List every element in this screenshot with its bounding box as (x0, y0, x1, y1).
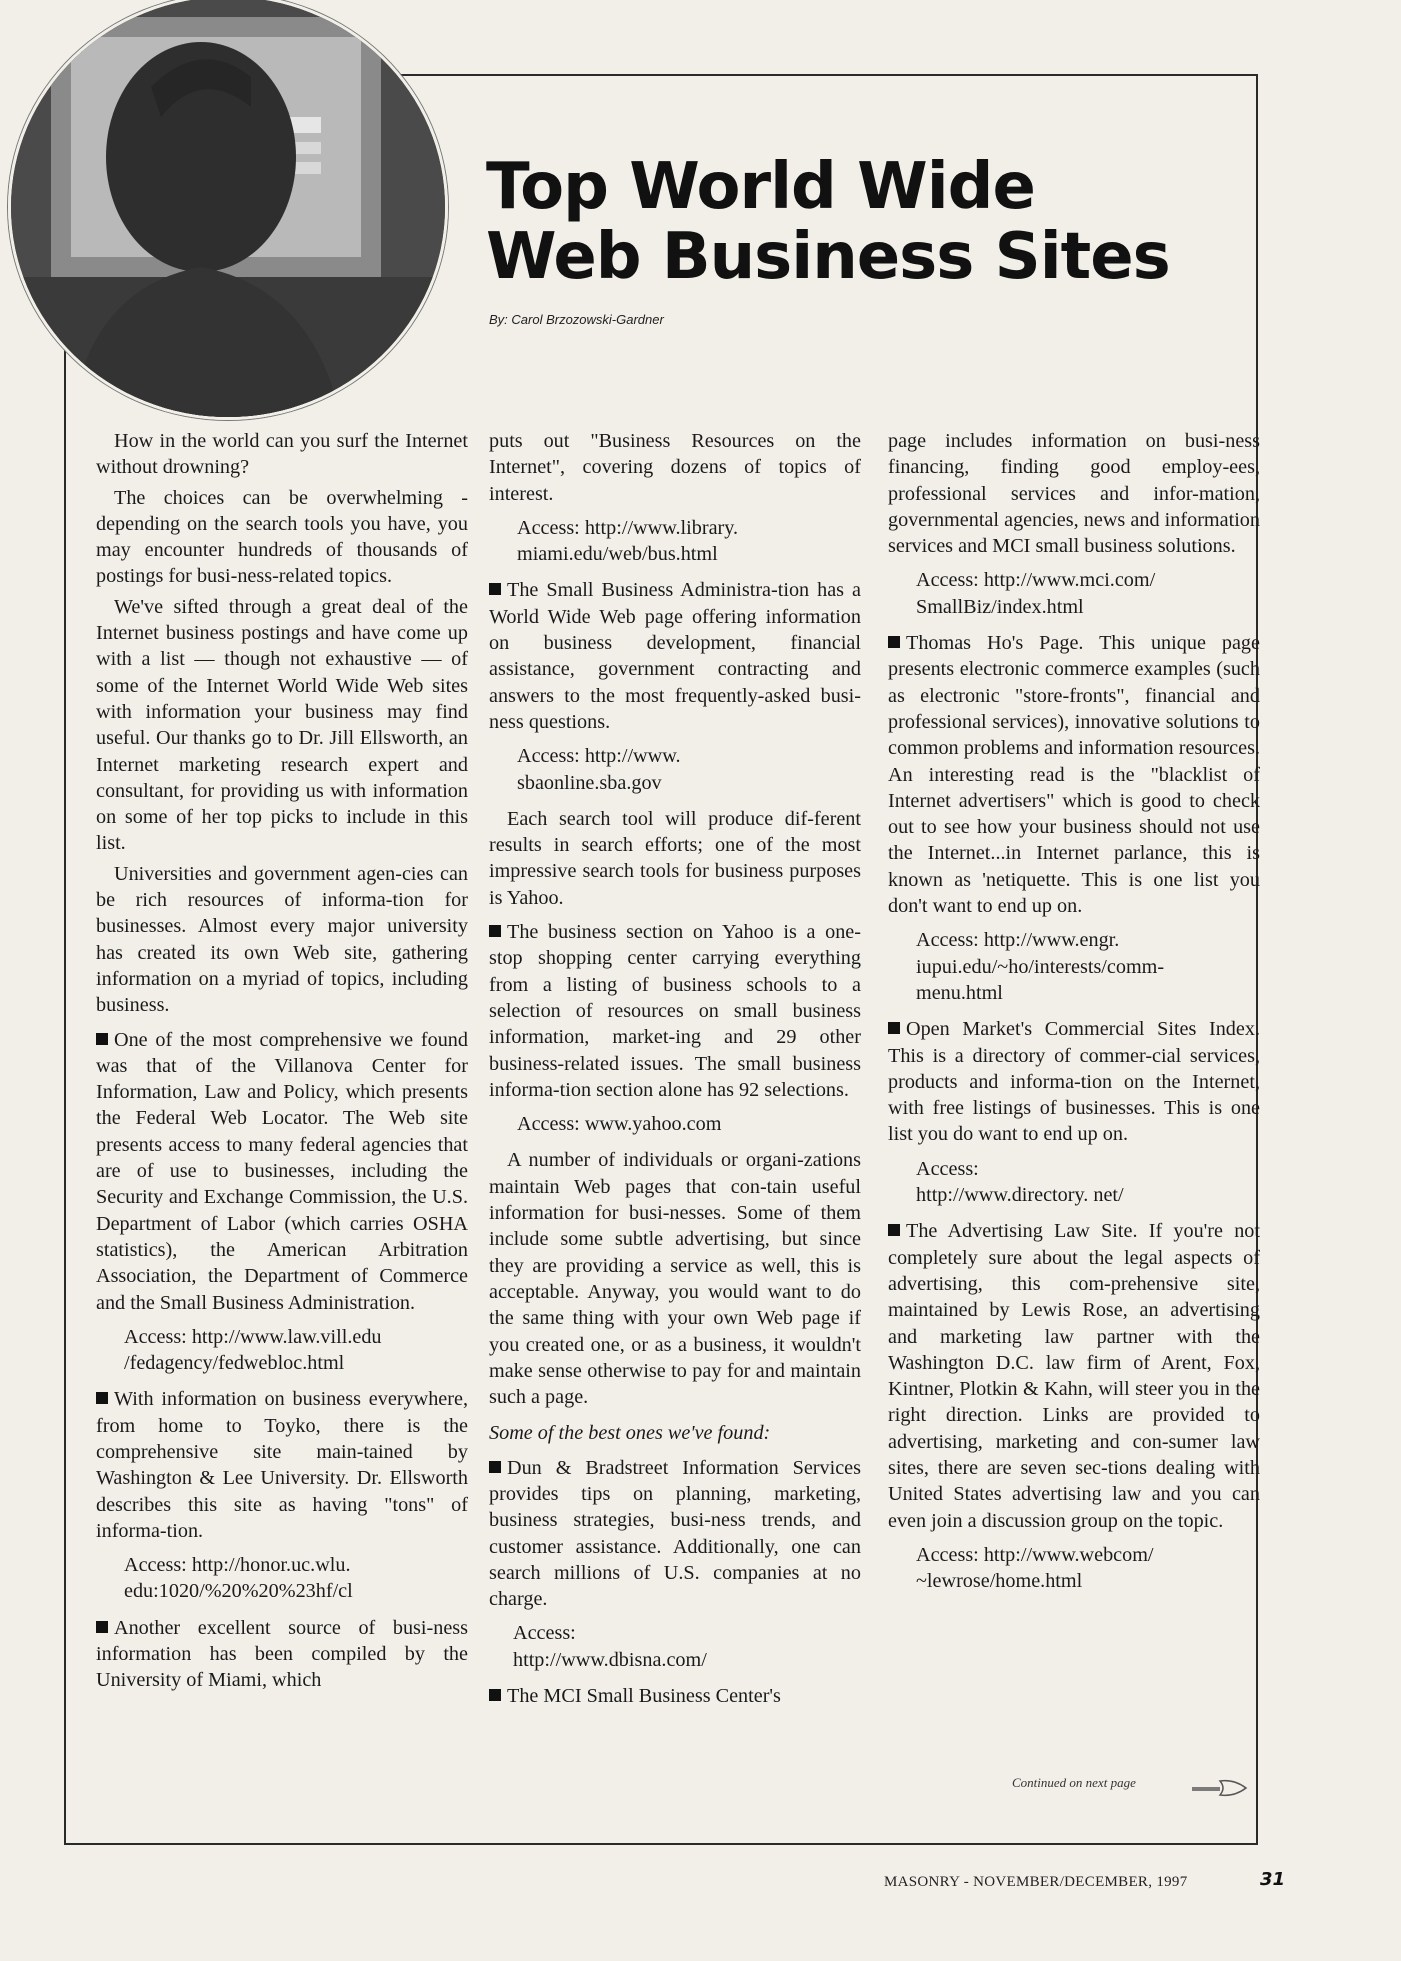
access-line: http://www.dbisna.com/ (513, 1648, 707, 1671)
paragraph: Universities and government agen-cies can be rich resources of informa-tion for businesses. Almost every major university has created its own Web site, gathering information on a myriad of topics, including business. (96, 862, 468, 1017)
article-column-2 (489, 428, 861, 1713)
article-column-1 (96, 428, 468, 1698)
paragraph: The choices can be overwhelming - depending on the search tools you have, you may encounter hundreds of thousands of postings for busi-ness-related topics. (96, 486, 468, 588)
access-line: Access: www.yahoo.com (517, 1113, 722, 1136)
access-line: Access: http://www.law.vill.edu (124, 1325, 382, 1348)
access-url (517, 1111, 861, 1137)
title-line-2: Web Business Sites (486, 220, 1170, 294)
paragraph: A number of individuals or organi-zations maintain Web pages that con-tain useful information for busi-nesses. Some of them include some subtle advertising, but since they are providing a service as well, this is acceptable. Anyway, you would want to do the same thing with your own Web page if you created one, or as a business, it wouldn't make sense otherwise to pay for and maintain such a page. (489, 1149, 861, 1409)
page-number: 31 (1260, 1869, 1286, 1890)
access-url (517, 743, 861, 796)
paragraph: We've sifted through a great deal of the Internet business postings and have come up with a list — though not exhaustive — of some of the Internet World Wide Web sites with information your business may find useful. Our thanks go to Dr. Jill Ellsworth, an Internet marketing research expert and consultant, for providing us with information on some of her top picks to include in this list. (96, 595, 468, 855)
access-line: menu.html (916, 981, 1003, 1004)
article-column-3 (888, 428, 1260, 1604)
article-title (486, 152, 1206, 292)
access-url (124, 1324, 468, 1377)
bullet-paragraph: One of the most comprehensive we found was that of the Villanova Center for Information, Law and Policy, which presents the Federal Web Locator. The Web site presents access to many federal agencies that are of use to businesses, including the Security and Exchange Commission, the U.S. Department of Labor (which carries OSHA statistics), the American Arbitration Association, the Department of Commerce and the Small Business Administration. (96, 1027, 468, 1316)
access-line: Access: (916, 1157, 979, 1180)
paragraph: Each search tool will produce dif-ferent results in search efforts; one of the most impressive search tools for business purposes is Yahoo. (489, 807, 861, 909)
bullet-paragraph: Dun & Bradstreet Information Services provides tips on planning, marketing, business strategies, busi-ness trends, and customer assistance. Additionally, one can search millions of U.S. companies at no charge. (489, 1455, 861, 1613)
paragraph: puts out "Business Resources on the Internet", covering dozens of topics of interest. (489, 430, 861, 505)
access-line: SmallBiz/index.html (916, 595, 1084, 618)
bullet-paragraph: The Small Business Administra-tion has a World Wide Web page offering information on business development, financial assistance, government contracting and answers to the most frequently-asked busi-ness questions. (489, 577, 861, 735)
access-line: iupui.edu/~ho/interests/comm- (916, 955, 1165, 978)
access-line: sbaonline.sba.gov (517, 771, 662, 794)
paragraph: page includes information on busi-ness financing, finding good employ-ees, professional services and infor-mation, governmental agencies, news and information services and MCI small business solutions. (888, 430, 1260, 558)
access-line: /fedagency/fedwebloc.html (124, 1352, 345, 1375)
access-line: ~lewrose/home.html (916, 1570, 1083, 1593)
access-line: Access: http://honor.uc.wlu. (124, 1554, 351, 1577)
access-line: Access: (513, 1622, 576, 1645)
photo-illustration (11, 0, 445, 417)
title-line-1: Top World Wide (486, 150, 1035, 224)
section-lead-in: Some of the best ones we've found: (489, 1422, 771, 1445)
access-line: Access: http://www.engr. (916, 929, 1120, 952)
continued-note: Continued on next page (1012, 1775, 1136, 1790)
access-line: Access: http://www.mci.com/ (916, 569, 1156, 592)
access-url (517, 515, 861, 568)
access-url (124, 1552, 468, 1605)
access-url (916, 1542, 1260, 1595)
access-line: http://www.directory. net/ (916, 1184, 1124, 1207)
person-at-computer-photo (8, 0, 448, 420)
bullet-paragraph: Thomas Ho's Page. This unique page presents electronic commerce examples (such as electronic "store-fronts", financial and professional services), innovative solutions to common problems and information resources. An interesting read is the "blacklist of Internet advertisers" which is good to check out to see how your business should not use the Internet...in Internet parlance, this is known as 'netiquette. This is one list you don't want to end up on. (888, 630, 1260, 919)
access-line: Access: http://www.library. (517, 516, 739, 539)
access-url (916, 927, 1260, 1006)
access-line: Access: http://www. (517, 745, 681, 768)
continued-arrow-icon (1190, 1777, 1250, 1799)
access-url (916, 567, 1260, 620)
bullet-paragraph: Another excellent source of busi-ness information has been compiled by the University of Miami, which (96, 1615, 468, 1694)
access-line: Access: http://www.webcom/ (916, 1543, 1154, 1566)
access-line: miami.edu/web/bus.html (517, 543, 718, 566)
bullet-paragraph: The business section on Yahoo is a one-stop shopping center carrying everything from a listing of business schools to a selection of resources on small business information, market-ing and 29 other business-related issues. The small business informa-tion section alone has 92 selections. (489, 919, 861, 1103)
paragraph: How in the world can you surf the Internet without drowning? (96, 430, 468, 479)
access-line: edu:1020/%20%20%23hf/cl (124, 1580, 353, 1603)
bullet-paragraph: The MCI Small Business Center's (489, 1683, 861, 1709)
publication-footer: MASONRY - NOVEMBER/DECEMBER, 1997 (884, 1874, 1188, 1890)
access-url (513, 1620, 861, 1673)
bullet-paragraph: Open Market's Commercial Sites Index. This is a directory of commer-cial services, products and informa-tion on the Internet, with free listings of businesses. This is one list you do want to end up on. (888, 1016, 1260, 1147)
bullet-paragraph: The Advertising Law Site. If you're not completely sure about the legal aspects of advertising, this com-prehensive site, maintained by Lewis Rose, an advertising and marketing law partner with the Washington D.C. law firm of Arent, Fox, Kintner, Plotkin & Kahn, will steer you in the right direction. Links are provided to advertising, marketing and con-sumer law sites, there are seven sec-tions dealing with United States advertising law and you can even join a discussion group on the topic. (888, 1218, 1260, 1534)
byline: By: Carol Brzozowski-Gardner (489, 312, 664, 327)
access-url (916, 1156, 1260, 1209)
bullet-paragraph: With information on business everywhere, from home to Toyko, there is the comprehensive site main-tained by Washington & Lee University. Dr. Ellsworth describes this site as having "tons" of informa-tion. (96, 1386, 468, 1544)
